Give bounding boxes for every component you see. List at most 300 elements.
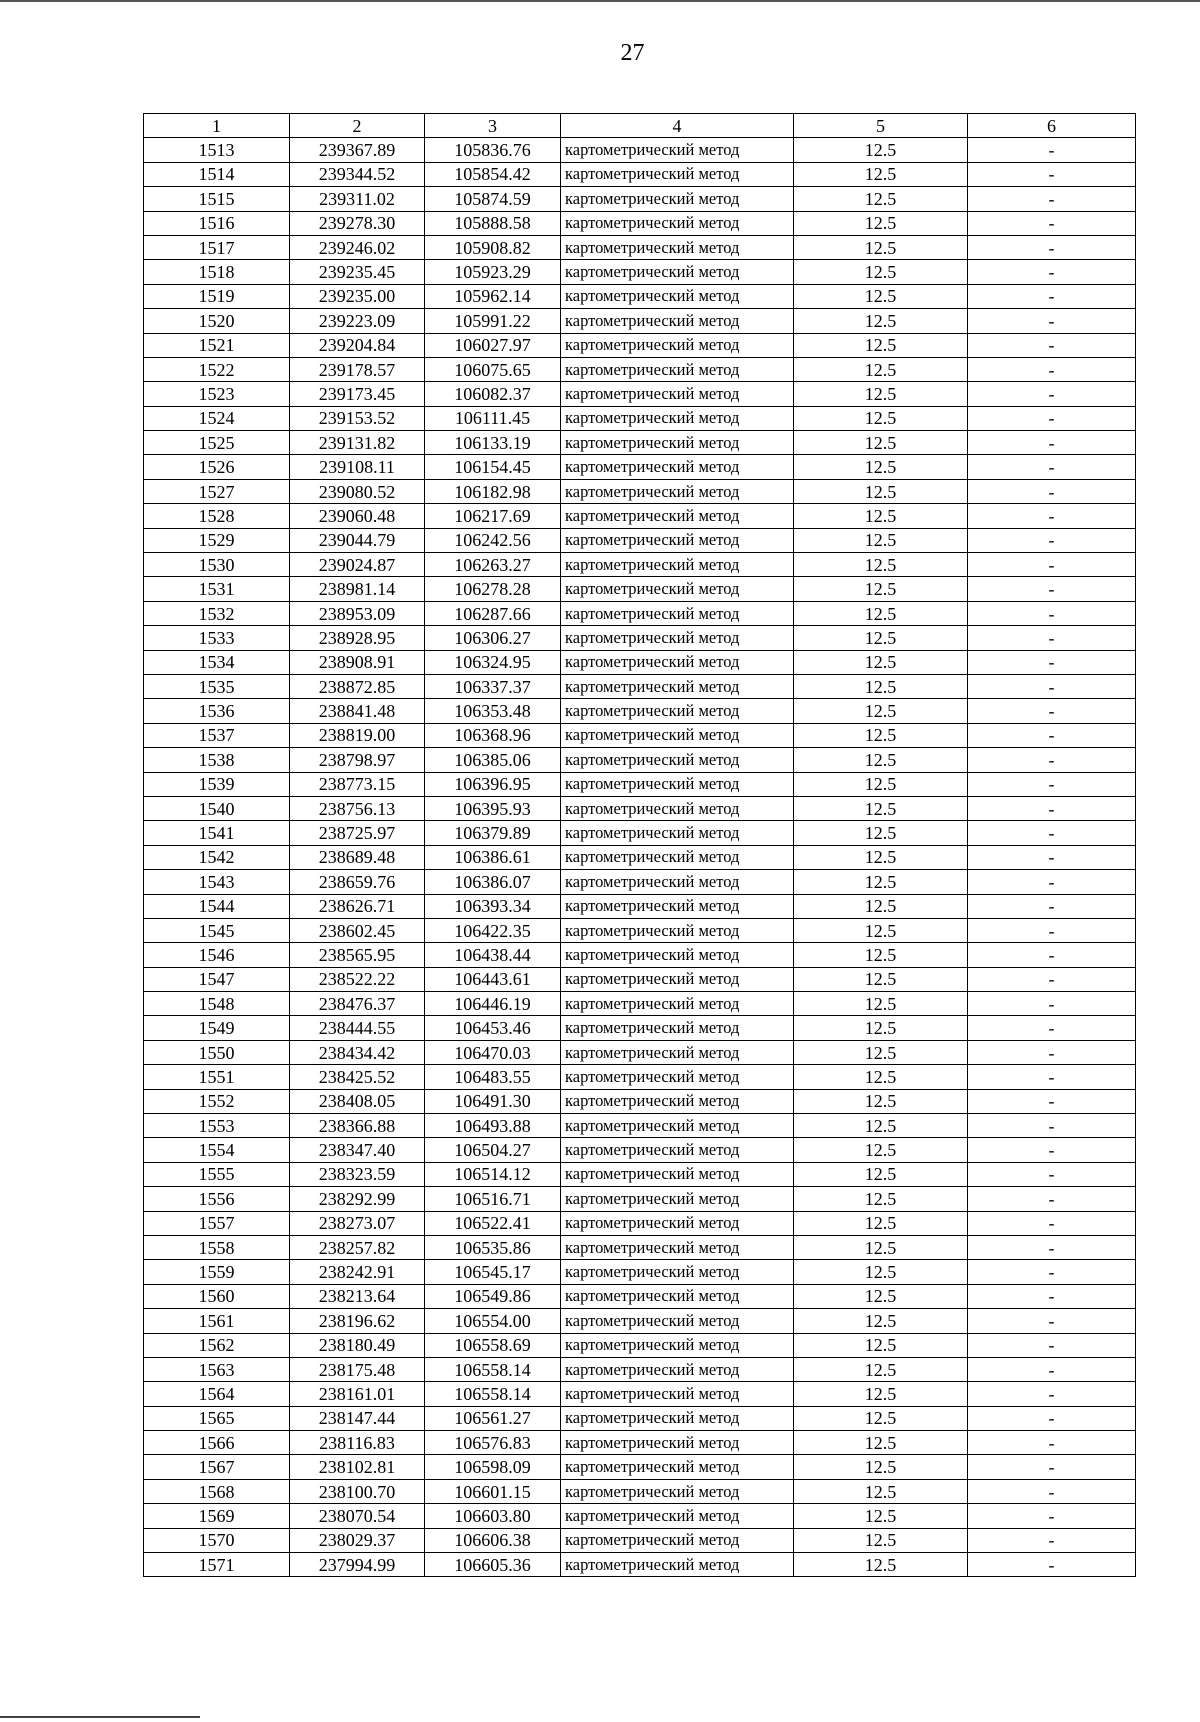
- x-coordinate-cell: 239311.02: [290, 187, 425, 211]
- y-coordinate-cell: 106324.95: [425, 650, 561, 674]
- note-cell: -: [968, 918, 1136, 942]
- x-coordinate-cell: 239344.52: [290, 162, 425, 186]
- table-row: [144, 1089, 1136, 1113]
- method-cell: картометрический метод: [561, 1333, 794, 1357]
- note-cell: -: [968, 1235, 1136, 1259]
- x-coordinate-cell: 239278.30: [290, 211, 425, 235]
- column-header: 3: [425, 114, 561, 138]
- method-cell: картометрический метод: [561, 284, 794, 308]
- note-cell: -: [968, 528, 1136, 552]
- table-row: [144, 235, 1136, 259]
- point-number-cell: 1534: [144, 650, 290, 674]
- note-cell: -: [968, 1504, 1136, 1528]
- point-number-cell: 1540: [144, 796, 290, 820]
- method-cell: картометрический метод: [561, 260, 794, 284]
- point-number-cell: 1519: [144, 284, 290, 308]
- y-coordinate-cell: 106561.27: [425, 1406, 561, 1430]
- note-cell: -: [968, 601, 1136, 625]
- method-cell: картометрический метод: [561, 748, 794, 772]
- point-number-cell: 1535: [144, 674, 290, 698]
- y-coordinate-cell: 106075.65: [425, 357, 561, 381]
- table-body: [144, 138, 1136, 1577]
- y-coordinate-cell: 106545.17: [425, 1260, 561, 1284]
- table-row: [144, 1162, 1136, 1186]
- point-number-cell: 1554: [144, 1138, 290, 1162]
- point-number-cell: 1531: [144, 577, 290, 601]
- method-cell: картометрический метод: [561, 406, 794, 430]
- table-row: [144, 1528, 1136, 1552]
- table-row: [144, 1260, 1136, 1284]
- accuracy-cell: 12.5: [794, 674, 968, 698]
- table-row: [144, 333, 1136, 357]
- y-coordinate-cell: 106438.44: [425, 943, 561, 967]
- x-coordinate-cell: 238798.97: [290, 748, 425, 772]
- point-number-cell: 1529: [144, 528, 290, 552]
- accuracy-cell: 12.5: [794, 1089, 968, 1113]
- y-coordinate-cell: 106522.41: [425, 1211, 561, 1235]
- note-cell: -: [968, 1040, 1136, 1064]
- x-coordinate-cell: 239131.82: [290, 431, 425, 455]
- table-row: [144, 674, 1136, 698]
- note-cell: -: [968, 1479, 1136, 1503]
- y-coordinate-cell: 105962.14: [425, 284, 561, 308]
- x-coordinate-cell: 238756.13: [290, 796, 425, 820]
- point-number-cell: 1524: [144, 406, 290, 430]
- y-coordinate-cell: 106385.06: [425, 748, 561, 772]
- note-cell: -: [968, 1162, 1136, 1186]
- note-cell: -: [968, 1284, 1136, 1308]
- accuracy-cell: 12.5: [794, 796, 968, 820]
- method-cell: картометрический метод: [561, 333, 794, 357]
- y-coordinate-cell: 106422.35: [425, 918, 561, 942]
- coordinates-table: [143, 113, 1136, 1577]
- note-cell: -: [968, 504, 1136, 528]
- note-cell: -: [968, 1016, 1136, 1040]
- table-row: [144, 162, 1136, 186]
- point-number-cell: 1562: [144, 1333, 290, 1357]
- note-cell: -: [968, 187, 1136, 211]
- note-cell: -: [968, 1357, 1136, 1381]
- table-row: [144, 1284, 1136, 1308]
- note-cell: -: [968, 357, 1136, 381]
- note-cell: -: [968, 553, 1136, 577]
- method-cell: картометрический метод: [561, 699, 794, 723]
- y-coordinate-cell: 106263.27: [425, 553, 561, 577]
- x-coordinate-cell: 238872.85: [290, 674, 425, 698]
- y-coordinate-cell: 106603.80: [425, 1504, 561, 1528]
- method-cell: картометрический метод: [561, 1455, 794, 1479]
- table-row: [144, 650, 1136, 674]
- table-row: [144, 1065, 1136, 1089]
- x-coordinate-cell: 238273.07: [290, 1211, 425, 1235]
- y-coordinate-cell: 106395.93: [425, 796, 561, 820]
- method-cell: картометрический метод: [561, 1040, 794, 1064]
- y-coordinate-cell: 106337.37: [425, 674, 561, 698]
- accuracy-cell: 12.5: [794, 1065, 968, 1089]
- table-row: [144, 1187, 1136, 1211]
- note-cell: -: [968, 943, 1136, 967]
- method-cell: картометрический метод: [561, 1357, 794, 1381]
- note-cell: -: [968, 1089, 1136, 1113]
- y-coordinate-cell: 106549.86: [425, 1284, 561, 1308]
- y-coordinate-cell: 106554.00: [425, 1309, 561, 1333]
- note-cell: -: [968, 382, 1136, 406]
- note-cell: -: [968, 1187, 1136, 1211]
- accuracy-cell: 12.5: [794, 772, 968, 796]
- accuracy-cell: 12.5: [794, 943, 968, 967]
- accuracy-cell: 12.5: [794, 162, 968, 186]
- table-header-row: [144, 114, 1136, 138]
- table-row: [144, 845, 1136, 869]
- table-row: [144, 309, 1136, 333]
- method-cell: картометрический метод: [561, 1089, 794, 1113]
- accuracy-cell: 12.5: [794, 260, 968, 284]
- y-coordinate-cell: 106605.36: [425, 1553, 561, 1577]
- x-coordinate-cell: 238366.88: [290, 1114, 425, 1138]
- method-cell: картометрический метод: [561, 821, 794, 845]
- accuracy-cell: 12.5: [794, 455, 968, 479]
- point-number-cell: 1516: [144, 211, 290, 235]
- y-coordinate-cell: 105991.22: [425, 309, 561, 333]
- note-cell: -: [968, 1382, 1136, 1406]
- note-cell: -: [968, 333, 1136, 357]
- y-coordinate-cell: 106601.15: [425, 1479, 561, 1503]
- table-row: [144, 1431, 1136, 1455]
- point-number-cell: 1561: [144, 1309, 290, 1333]
- x-coordinate-cell: 238773.15: [290, 772, 425, 796]
- accuracy-cell: 12.5: [794, 333, 968, 357]
- note-cell: -: [968, 1309, 1136, 1333]
- accuracy-cell: 12.5: [794, 1016, 968, 1040]
- note-cell: -: [968, 992, 1136, 1016]
- table-row: [144, 431, 1136, 455]
- x-coordinate-cell: 239178.57: [290, 357, 425, 381]
- table-row: [144, 723, 1136, 747]
- y-coordinate-cell: 106443.61: [425, 967, 561, 991]
- x-coordinate-cell: 238147.44: [290, 1406, 425, 1430]
- x-coordinate-cell: 238100.70: [290, 1479, 425, 1503]
- x-coordinate-cell: 239235.00: [290, 284, 425, 308]
- accuracy-cell: 12.5: [794, 382, 968, 406]
- table-row: [144, 1479, 1136, 1503]
- note-cell: -: [968, 650, 1136, 674]
- x-coordinate-cell: 238444.55: [290, 1016, 425, 1040]
- table-row: [144, 992, 1136, 1016]
- point-number-cell: 1556: [144, 1187, 290, 1211]
- column-header: 6: [968, 114, 1136, 138]
- table-row: [144, 796, 1136, 820]
- accuracy-cell: 12.5: [794, 528, 968, 552]
- note-cell: -: [968, 723, 1136, 747]
- method-cell: картометрический метод: [561, 1211, 794, 1235]
- y-coordinate-cell: 106558.14: [425, 1382, 561, 1406]
- y-coordinate-cell: 106027.97: [425, 333, 561, 357]
- y-coordinate-cell: 106514.12: [425, 1162, 561, 1186]
- method-cell: картометрический метод: [561, 967, 794, 991]
- accuracy-cell: 12.5: [794, 1309, 968, 1333]
- method-cell: картометрический метод: [561, 455, 794, 479]
- y-coordinate-cell: 106558.69: [425, 1333, 561, 1357]
- table-row: [144, 479, 1136, 503]
- point-number-cell: 1537: [144, 723, 290, 747]
- note-cell: -: [968, 845, 1136, 869]
- table-row: [144, 1114, 1136, 1138]
- y-coordinate-cell: 105836.76: [425, 138, 561, 162]
- method-cell: картометрический метод: [561, 235, 794, 259]
- x-coordinate-cell: 238242.91: [290, 1260, 425, 1284]
- table-row: [144, 1016, 1136, 1040]
- accuracy-cell: 12.5: [794, 845, 968, 869]
- point-number-cell: 1523: [144, 382, 290, 406]
- accuracy-cell: 12.5: [794, 821, 968, 845]
- method-cell: картометрический метод: [561, 626, 794, 650]
- accuracy-cell: 12.5: [794, 967, 968, 991]
- method-cell: картометрический метод: [561, 1479, 794, 1503]
- point-number-cell: 1521: [144, 333, 290, 357]
- y-coordinate-cell: 106306.27: [425, 626, 561, 650]
- point-number-cell: 1571: [144, 1553, 290, 1577]
- y-coordinate-cell: 106368.96: [425, 723, 561, 747]
- table-row: [144, 1406, 1136, 1430]
- point-number-cell: 1525: [144, 431, 290, 455]
- y-coordinate-cell: 105923.29: [425, 260, 561, 284]
- method-cell: картометрический метод: [561, 1431, 794, 1455]
- accuracy-cell: 12.5: [794, 357, 968, 381]
- table-row: [144, 406, 1136, 430]
- note-cell: -: [968, 1260, 1136, 1284]
- point-number-cell: 1550: [144, 1040, 290, 1064]
- x-coordinate-cell: 238689.48: [290, 845, 425, 869]
- table-row: [144, 1455, 1136, 1479]
- point-number-cell: 1514: [144, 162, 290, 186]
- y-coordinate-cell: 106082.37: [425, 382, 561, 406]
- method-cell: картометрический метод: [561, 504, 794, 528]
- y-coordinate-cell: 106576.83: [425, 1431, 561, 1455]
- accuracy-cell: 12.5: [794, 870, 968, 894]
- accuracy-cell: 12.5: [794, 284, 968, 308]
- y-coordinate-cell: 106287.66: [425, 601, 561, 625]
- method-cell: картометрический метод: [561, 674, 794, 698]
- accuracy-cell: 12.5: [794, 1553, 968, 1577]
- table-row: [144, 1504, 1136, 1528]
- note-cell: -: [968, 894, 1136, 918]
- point-number-cell: 1546: [144, 943, 290, 967]
- point-number-cell: 1552: [144, 1089, 290, 1113]
- accuracy-cell: 12.5: [794, 1479, 968, 1503]
- note-cell: -: [968, 748, 1136, 772]
- note-cell: -: [968, 479, 1136, 503]
- method-cell: картометрический метод: [561, 382, 794, 406]
- x-coordinate-cell: 238161.01: [290, 1382, 425, 1406]
- note-cell: -: [968, 162, 1136, 186]
- note-cell: -: [968, 1528, 1136, 1552]
- method-cell: картометрический метод: [561, 894, 794, 918]
- column-header: 1: [144, 114, 290, 138]
- accuracy-cell: 12.5: [794, 1455, 968, 1479]
- x-coordinate-cell: 238819.00: [290, 723, 425, 747]
- point-number-cell: 1551: [144, 1065, 290, 1089]
- note-cell: -: [968, 1114, 1136, 1138]
- point-number-cell: 1547: [144, 967, 290, 991]
- table-row: [144, 1138, 1136, 1162]
- note-cell: -: [968, 967, 1136, 991]
- table-row: [144, 1235, 1136, 1259]
- point-number-cell: 1532: [144, 601, 290, 625]
- x-coordinate-cell: 238602.45: [290, 918, 425, 942]
- point-number-cell: 1548: [144, 992, 290, 1016]
- table-row: [144, 626, 1136, 650]
- note-cell: -: [968, 211, 1136, 235]
- y-coordinate-cell: 106182.98: [425, 479, 561, 503]
- point-number-cell: 1539: [144, 772, 290, 796]
- accuracy-cell: 12.5: [794, 1431, 968, 1455]
- accuracy-cell: 12.5: [794, 1211, 968, 1235]
- x-coordinate-cell: 238953.09: [290, 601, 425, 625]
- method-cell: картометрический метод: [561, 870, 794, 894]
- point-number-cell: 1518: [144, 260, 290, 284]
- method-cell: картометрический метод: [561, 845, 794, 869]
- y-coordinate-cell: 106278.28: [425, 577, 561, 601]
- point-number-cell: 1555: [144, 1162, 290, 1186]
- x-coordinate-cell: 238196.62: [290, 1309, 425, 1333]
- y-coordinate-cell: 106504.27: [425, 1138, 561, 1162]
- table-row: [144, 1309, 1136, 1333]
- table-row: [144, 1333, 1136, 1357]
- table-row: [144, 504, 1136, 528]
- point-number-cell: 1558: [144, 1235, 290, 1259]
- table-row: [144, 601, 1136, 625]
- method-cell: картометрический метод: [561, 431, 794, 455]
- point-number-cell: 1560: [144, 1284, 290, 1308]
- table-row: [144, 1357, 1136, 1381]
- x-coordinate-cell: 238213.64: [290, 1284, 425, 1308]
- table-row: [144, 943, 1136, 967]
- method-cell: картометрический метод: [561, 723, 794, 747]
- x-coordinate-cell: 238626.71: [290, 894, 425, 918]
- point-number-cell: 1533: [144, 626, 290, 650]
- note-cell: -: [968, 1455, 1136, 1479]
- accuracy-cell: 12.5: [794, 577, 968, 601]
- accuracy-cell: 12.5: [794, 431, 968, 455]
- accuracy-cell: 12.5: [794, 1284, 968, 1308]
- accuracy-cell: 12.5: [794, 1504, 968, 1528]
- accuracy-cell: 12.5: [794, 309, 968, 333]
- point-number-cell: 1542: [144, 845, 290, 869]
- accuracy-cell: 12.5: [794, 1114, 968, 1138]
- method-cell: картометрический метод: [561, 772, 794, 796]
- point-number-cell: 1541: [144, 821, 290, 845]
- note-cell: -: [968, 1065, 1136, 1089]
- note-cell: -: [968, 138, 1136, 162]
- x-coordinate-cell: 239108.11: [290, 455, 425, 479]
- y-coordinate-cell: 106491.30: [425, 1089, 561, 1113]
- note-cell: -: [968, 431, 1136, 455]
- note-cell: -: [968, 1138, 1136, 1162]
- table-row: [144, 1553, 1136, 1577]
- point-number-cell: 1536: [144, 699, 290, 723]
- y-coordinate-cell: 106379.89: [425, 821, 561, 845]
- y-coordinate-cell: 106606.38: [425, 1528, 561, 1552]
- accuracy-cell: 12.5: [794, 918, 968, 942]
- accuracy-cell: 12.5: [794, 1333, 968, 1357]
- accuracy-cell: 12.5: [794, 138, 968, 162]
- x-coordinate-cell: 238476.37: [290, 992, 425, 1016]
- point-number-cell: 1530: [144, 553, 290, 577]
- point-number-cell: 1549: [144, 1016, 290, 1040]
- point-number-cell: 1527: [144, 479, 290, 503]
- point-number-cell: 1515: [144, 187, 290, 211]
- note-cell: -: [968, 455, 1136, 479]
- accuracy-cell: 12.5: [794, 723, 968, 747]
- accuracy-cell: 12.5: [794, 626, 968, 650]
- note-cell: -: [968, 577, 1136, 601]
- x-coordinate-cell: 238175.48: [290, 1357, 425, 1381]
- table-row: [144, 187, 1136, 211]
- method-cell: картометрический метод: [561, 1553, 794, 1577]
- y-coordinate-cell: 106242.56: [425, 528, 561, 552]
- point-number-cell: 1545: [144, 918, 290, 942]
- y-coordinate-cell: 106558.14: [425, 1357, 561, 1381]
- table-row: [144, 870, 1136, 894]
- note-cell: -: [968, 870, 1136, 894]
- x-coordinate-cell: 239060.48: [290, 504, 425, 528]
- column-header: 5: [794, 114, 968, 138]
- method-cell: картометрический метод: [561, 1528, 794, 1552]
- table-row: [144, 894, 1136, 918]
- y-coordinate-cell: 106111.45: [425, 406, 561, 430]
- x-coordinate-cell: 237994.99: [290, 1553, 425, 1577]
- method-cell: картометрический метод: [561, 211, 794, 235]
- table-row: [144, 455, 1136, 479]
- note-cell: -: [968, 1406, 1136, 1430]
- table-row: [144, 138, 1136, 162]
- x-coordinate-cell: 238347.40: [290, 1138, 425, 1162]
- x-coordinate-cell: 239223.09: [290, 309, 425, 333]
- table-row: [144, 382, 1136, 406]
- x-coordinate-cell: 239204.84: [290, 333, 425, 357]
- method-cell: картометрический метод: [561, 1162, 794, 1186]
- x-coordinate-cell: 238981.14: [290, 577, 425, 601]
- x-coordinate-cell: 238029.37: [290, 1528, 425, 1552]
- accuracy-cell: 12.5: [794, 187, 968, 211]
- method-cell: картометрический метод: [561, 138, 794, 162]
- table-row: [144, 821, 1136, 845]
- method-cell: картометрический метод: [561, 1065, 794, 1089]
- method-cell: картометрический метод: [561, 577, 794, 601]
- x-coordinate-cell: 238425.52: [290, 1065, 425, 1089]
- method-cell: картометрический метод: [561, 1187, 794, 1211]
- method-cell: картометрический метод: [561, 309, 794, 333]
- x-coordinate-cell: 238908.91: [290, 650, 425, 674]
- y-coordinate-cell: 106493.88: [425, 1114, 561, 1138]
- point-number-cell: 1569: [144, 1504, 290, 1528]
- x-coordinate-cell: 238102.81: [290, 1455, 425, 1479]
- method-cell: картометрический метод: [561, 1016, 794, 1040]
- y-coordinate-cell: 106483.55: [425, 1065, 561, 1089]
- y-coordinate-cell: 106446.19: [425, 992, 561, 1016]
- point-number-cell: 1564: [144, 1382, 290, 1406]
- accuracy-cell: 12.5: [794, 1138, 968, 1162]
- accuracy-cell: 12.5: [794, 1040, 968, 1064]
- point-number-cell: 1559: [144, 1260, 290, 1284]
- method-cell: картометрический метод: [561, 162, 794, 186]
- y-coordinate-cell: 105874.59: [425, 187, 561, 211]
- table-row: [144, 357, 1136, 381]
- note-cell: -: [968, 284, 1136, 308]
- table-row: [144, 1211, 1136, 1235]
- column-header: 4: [561, 114, 794, 138]
- y-coordinate-cell: 105854.42: [425, 162, 561, 186]
